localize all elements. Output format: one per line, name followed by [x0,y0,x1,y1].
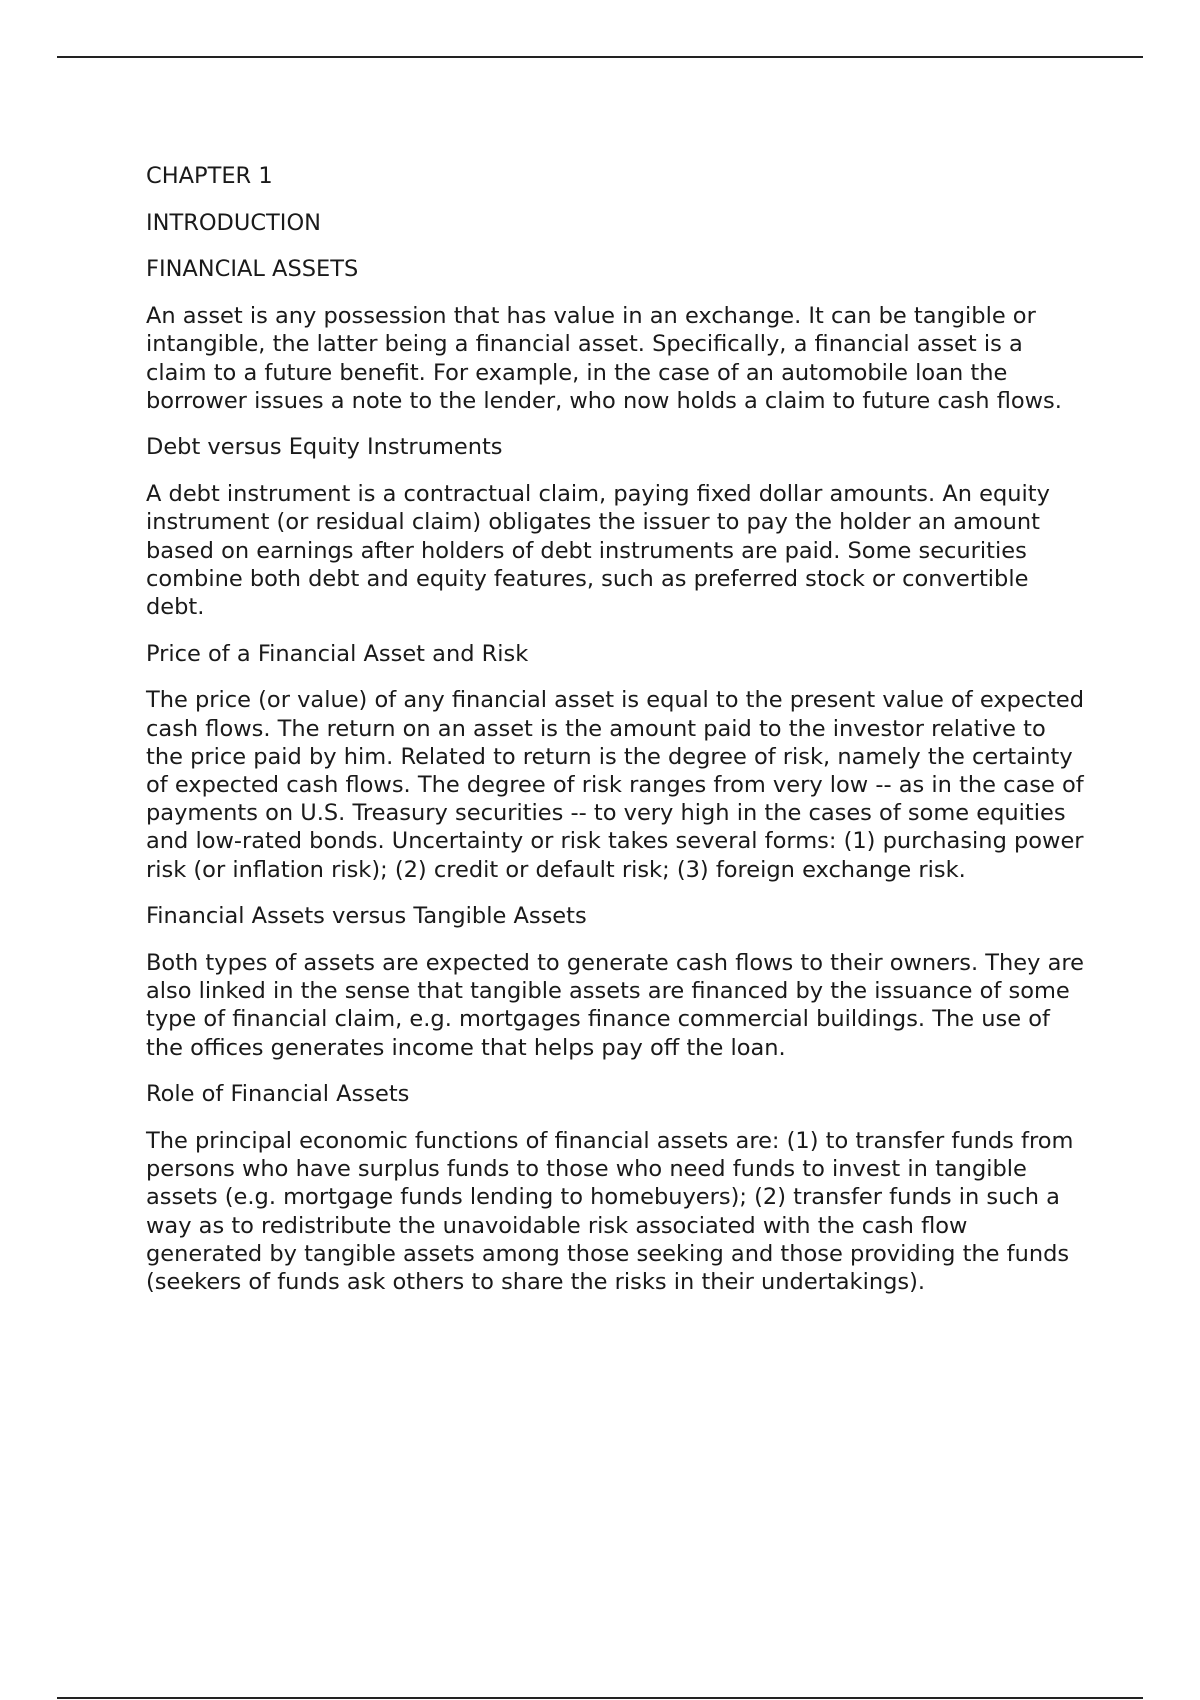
intro-paragraph: An asset is any possession that has value in an exchange. It can be tangible or intangible, the latter being a financial asset. Specifically, a financial asset is a claim to a future benefit. For example, in the case of an automobile loan the borrower issues a note to the lender, who now holds a claim to future cash flows. [146,303,1062,414]
chapter-label: CHAPTER 1 [146,163,273,189]
subsection-heading-price-risk: Price of a Financial Asset and Risk [146,640,529,667]
header-rule [57,56,1143,58]
document-body [146,162,1086,1315]
subsection-body-financial-vs-tangible: Both types of assets are expected to generate cash flows to their owners. They are also linked in the sense that tangible assets are financed by the issuance of some type of financial claim, e.g. mortgages finance commercial buildings. The use of the offices generates income that helps pay off the loan. [146,949,1084,1061]
chapter-title: INTRODUCTION [146,209,321,236]
section-title: FINANCIAL ASSETS [146,256,359,283]
subsection-heading-financial-vs-tangible: Financial Assets versus Tangible Assets [146,903,587,930]
subsection-body-debt-equity: A debt instrument is a contractual claim, paying fixed dollar amounts. An equity instrument (or residual claim) obligates the issuer to pay the holder an amount based on earnings after holders of debt instruments are paid. Some securities combine both debt and equity features, such as preferred stock or convertible debt. [146,481,1050,620]
subsection-heading-debt-equity: Debt versus Equity Instruments [146,434,503,461]
subsection-body-role: The principal economic functions of financial assets are: (1) to transfer funds from persons who have surplus funds to those who need funds to invest in tangible assets (e.g. mortgage funds lending to homebuyers); (2) transfer funds in such a way as to redistribute the unavoidable risk associated with the cash flow generated by tangible assets among those seeking and those providing the funds (seekers of funds ask others to share the risks in their undertakings). [146,1127,1074,1295]
footer-rule [57,1697,1143,1699]
subsection-body-price-risk: The price (or value) of any financial asset is equal to the present value of expected cash flows. The return on an asset is the amount paid to the investor relative to the price paid by him. Related to return is the degree of risk, namely the certainty of expected cash flows. The degree of risk ranges from very low -- as in the case of payments on U.S. Treasury securities -- to very high in the cases of some equities and low-rated bonds. Uncertainty or risk takes several forms: (1) purchasing power risk (or inflation risk); (2) credit or default risk; (3) foreign exchange risk. [146,687,1085,883]
subsection-heading-role: Role of Financial Assets [146,1081,410,1108]
